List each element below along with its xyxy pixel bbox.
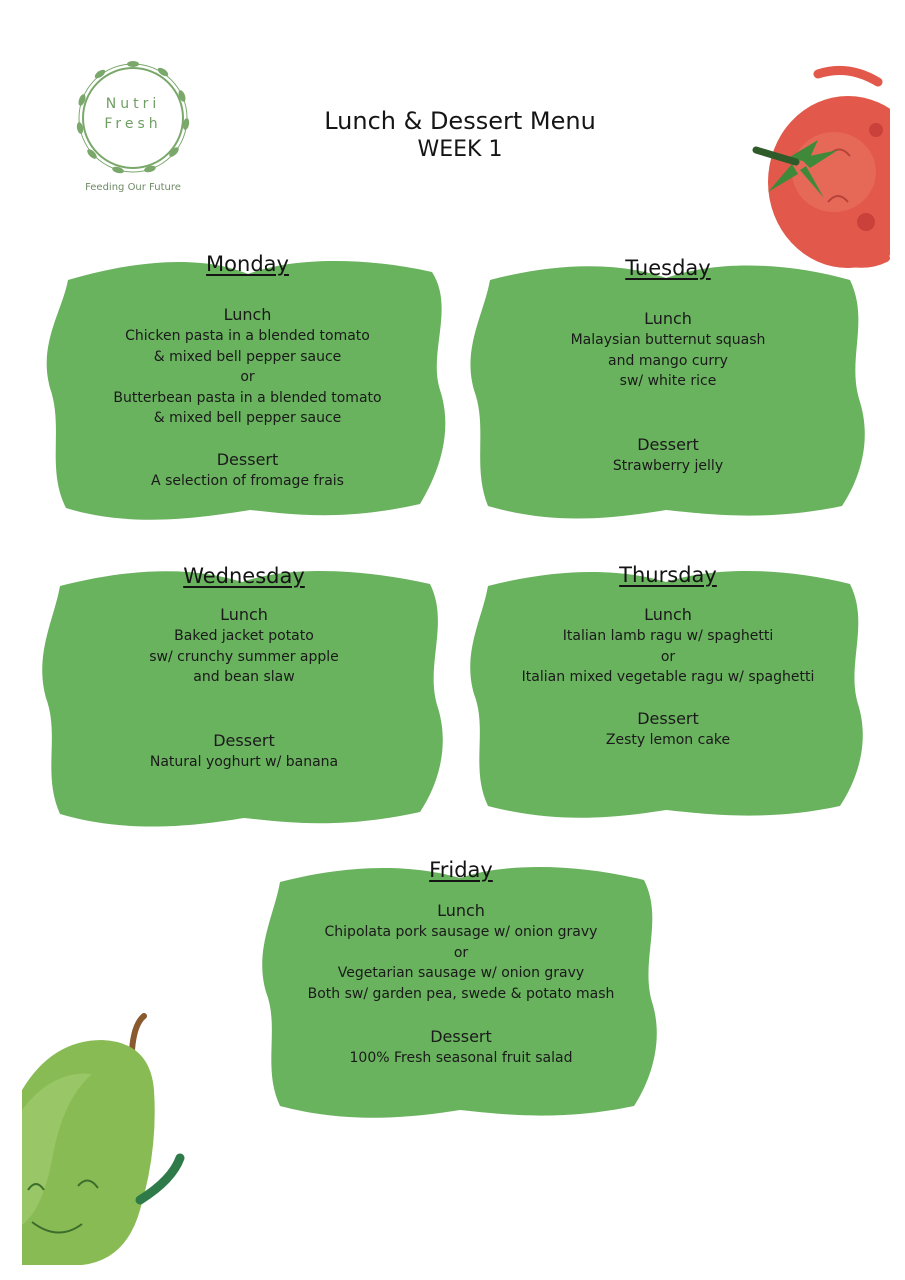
menu-item: or — [453, 944, 469, 961]
menu-item: Zesty lemon cake — [605, 731, 731, 748]
dessert-label: Dessert — [216, 449, 279, 469]
menu-item: Baked jacket potato — [174, 628, 314, 644]
menu-item: Butterbean pasta in a blended tomato — [113, 389, 382, 406]
menu-item: Italian mixed vegetable ragu w/ spaghetti — [521, 669, 815, 685]
menu-item: and mango curry — [608, 352, 728, 369]
dessert-label: Dessert — [430, 1027, 492, 1046]
menu-item: or — [660, 648, 676, 665]
menu-item: Malaysian butternut squash — [570, 332, 766, 348]
page-title: Lunch & Dessert Menu — [324, 107, 596, 135]
day-title-tuesday: Tuesday — [625, 256, 711, 280]
lunch-label: Lunch — [437, 901, 485, 920]
logo-word-nutri: Nutri — [105, 96, 161, 112]
menu-item: Strawberry jelly — [612, 457, 724, 474]
menu-item: Italian lamb ragu w/ spaghetti — [562, 628, 774, 644]
menu-item: Vegetarian sausage w/ onion gravy — [337, 965, 585, 981]
dessert-label: Dessert — [637, 434, 699, 454]
day-card-wednesday — [38, 560, 450, 832]
menu-item: Chipolata pork sausage w/ onion gravy — [324, 924, 598, 940]
day-title-thursday: Thursday — [619, 563, 717, 587]
lunch-label: Lunch — [223, 305, 272, 324]
menu-item: sw/ crunchy summer apple — [149, 648, 339, 665]
menu-item: A selection of fromage frais — [151, 472, 344, 489]
page-subtitle: WEEK 1 — [417, 137, 503, 162]
menu-item: & mixed bell pepper sauce — [153, 348, 342, 365]
brand-tagline: Feeding Our Future — [85, 182, 181, 193]
menu-item: & mixed bell pepper sauce — [153, 410, 342, 426]
brand-logo — [58, 58, 208, 203]
logo-word-fresh: Fresh — [104, 116, 162, 132]
menu-item: and bean slaw — [193, 669, 295, 685]
pear-mascot-icon — [22, 1010, 192, 1265]
dessert-label: Dessert — [637, 708, 699, 728]
day-card-thursday — [466, 560, 870, 822]
page-header — [250, 106, 670, 164]
menu-item: Natural yoghurt w/ banana — [149, 753, 339, 770]
day-card-monday — [40, 248, 455, 528]
menu-item: or — [240, 369, 255, 385]
lunch-label: Lunch — [220, 605, 268, 624]
lunch-label: Lunch — [644, 309, 692, 328]
tomato-mascot-icon — [748, 62, 890, 272]
day-card-tuesday — [466, 252, 870, 524]
day-title-wednesday: Wednesday — [183, 564, 305, 588]
day-title-friday: Friday — [429, 858, 493, 882]
menu-item: sw/ white rice — [619, 373, 717, 389]
day-card-friday — [258, 856, 664, 1124]
menu-item: 100% Fresh seasonal fruit salad — [349, 1050, 573, 1066]
dessert-label: Dessert — [213, 730, 275, 750]
lunch-label: Lunch — [644, 605, 692, 624]
day-title-monday: Monday — [206, 252, 289, 276]
menu-item: Both sw/ garden pea, swede & potato mash — [307, 985, 615, 1002]
menu-item: Chicken pasta in a blended tomato — [125, 328, 370, 344]
